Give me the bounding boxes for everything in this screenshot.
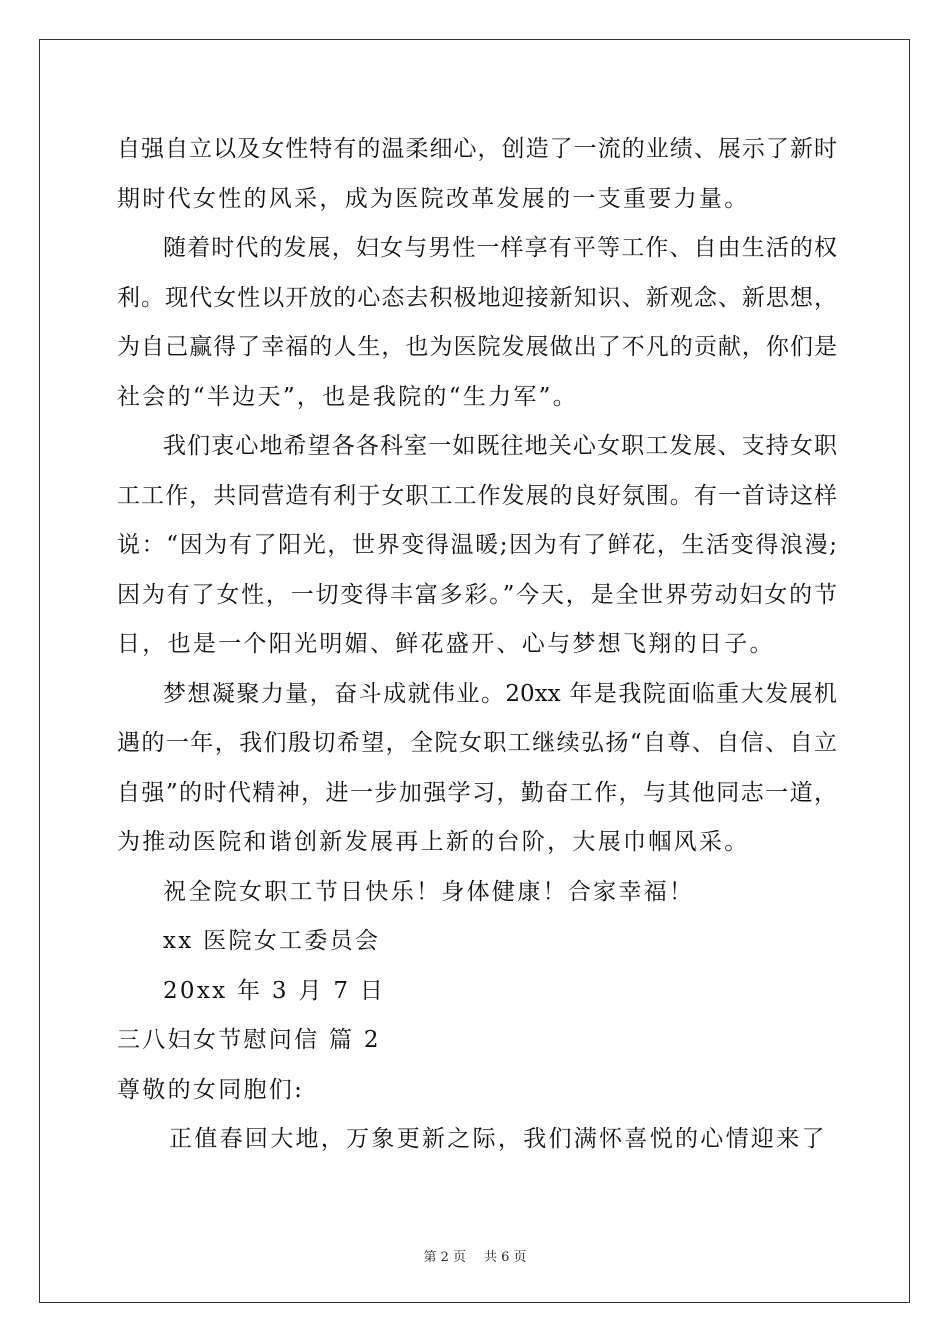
paragraph-line: 自强”的时代精神，进一步加强学习，勤奋工作，与其他同志一道，: [117, 779, 837, 806]
paragraph-line: 日，也是一个阳光明媚、鲜花盛开、心与梦想飞翔的日子。: [117, 631, 775, 657]
signature-date: 20xx 年 3 月 7 日: [163, 977, 386, 1004]
paragraph-line: 社会的“半边天”，也是我院的“生力军”。: [117, 383, 579, 410]
signature-org: xx 医院女工委员会: [163, 928, 381, 954]
paragraph-line: 自强自立以及女性特有的温柔细心，创造了一流的业绩、展示了新时: [117, 136, 837, 162]
paragraph-line: 期时代女性的风采，成为医院改革发展的一支重要力量。: [117, 185, 750, 212]
paragraph-line: 工工作，共同营造有利于女职工工作发展的良好氛围。有一首诗这样: [117, 482, 837, 509]
page-footer: [0, 1246, 950, 1265]
page-number: 第 2 页: [423, 1250, 466, 1265]
document-body: [117, 125, 837, 1165]
page-total: 共 6 页: [484, 1250, 527, 1265]
paragraph-line: 说：“因为有了阳光，世界变得温暖;因为有了鲜花，生活变得浪漫;: [117, 532, 837, 558]
salutation: 尊敬的女同胞们:: [117, 1076, 305, 1103]
section-heading: 三八妇女节慰问信 篇 2: [117, 1027, 381, 1053]
paragraph-line: 为推动医院和谐创新发展再上新的台阶，大展巾帼风采。: [117, 829, 750, 855]
paragraph-line: 随着时代的发展，妇女与男性一样享有平等工作、自由生活的权: [163, 235, 837, 261]
paragraph-line: 梦想凝聚力量，奋斗成就伟业。20xx 年是我院面临重大发展机: [163, 680, 837, 707]
paragraph-line: 因为有了女性，一切变得丰富多彩。”今天，是全世界劳动妇女的节: [117, 581, 837, 608]
paragraph-line: 遇的一年，我们殷切希望，全院女职工继续弘扬“自尊、自信、自立: [117, 730, 837, 756]
paragraph-line: 我们衷心地希望各各科室一如既往地关心女职工发展、支持女职: [163, 433, 837, 459]
paragraph-line: 利。现代女性以开放的心态去积极地迎接新知识、新观念、新思想，: [117, 284, 837, 311]
paragraph-line: 正值春回大地，万象更新之际，我们满怀喜悦的心情迎来了: [169, 1126, 827, 1152]
greeting-line: 祝全院女职工节日快乐！身体健康！合家幸福！: [163, 878, 695, 905]
paragraph-line: 为自己赢得了幸福的人生，也为医院发展做出了不凡的贡献，你们是: [117, 334, 837, 360]
